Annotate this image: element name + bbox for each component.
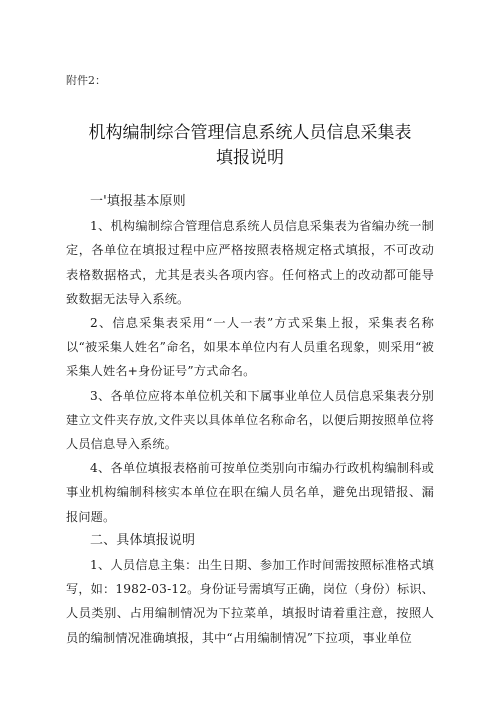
attachment-label: 附件2：	[66, 74, 106, 87]
document-subtitle: 填报说明	[216, 148, 284, 168]
section-heading-instructions: 二、具体填报说明	[90, 532, 196, 548]
section-heading-principles: 一'填报基本原则	[90, 194, 186, 209]
paragraph-instruction-1: 1、人员信息主集：出生日期、参加工作时间需按照标准格式填写，如：1982-03-12。身份证号需填写正确，岗位（身份）标识、人员类别、占用编制情况为下拉菜单，填报时请着重注意，按照人员的编制情况准确填报，其中“占用编制情况”下拉项，事业单位	[66, 558, 434, 645]
document-title: 机构编制综合管理信息系统人员信息采集表	[88, 123, 412, 143]
paragraph-principle-1: 1、机构编制综合管理信息系统人员信息采集表为省编办统一制定，各单位在填报过程中应严格按照表格规定格式填报，不可改动表格数据格式，尤其是表头各项内容。任何格式上的改动都可能导致数据无法导入系统。	[66, 219, 434, 306]
paragraph-principle-4: 4、各单位填报表格前可按单位类别向市编办行政机构编制科或事业机构编制科核实本单位在职在编人员名单，避免出现错报、漏报问题。	[66, 461, 434, 524]
document-body	[66, 190, 434, 650]
paragraph-principle-3: 3、各单位应将本单位机关和下属事业单位人员信息采集表分别建立文件夹存放,文件夹以具体单位名称命名，以便后期按照单位将人员信息导入系统。	[66, 388, 434, 452]
paragraph-principle-2: 2、信息采集表采用“一人一表”方式采集上报，采集表名称以“被采集人姓名”命名，如果本单位内有人员重名现象，则采用“被采集人姓名+身份证号”方式命名。	[66, 316, 434, 379]
